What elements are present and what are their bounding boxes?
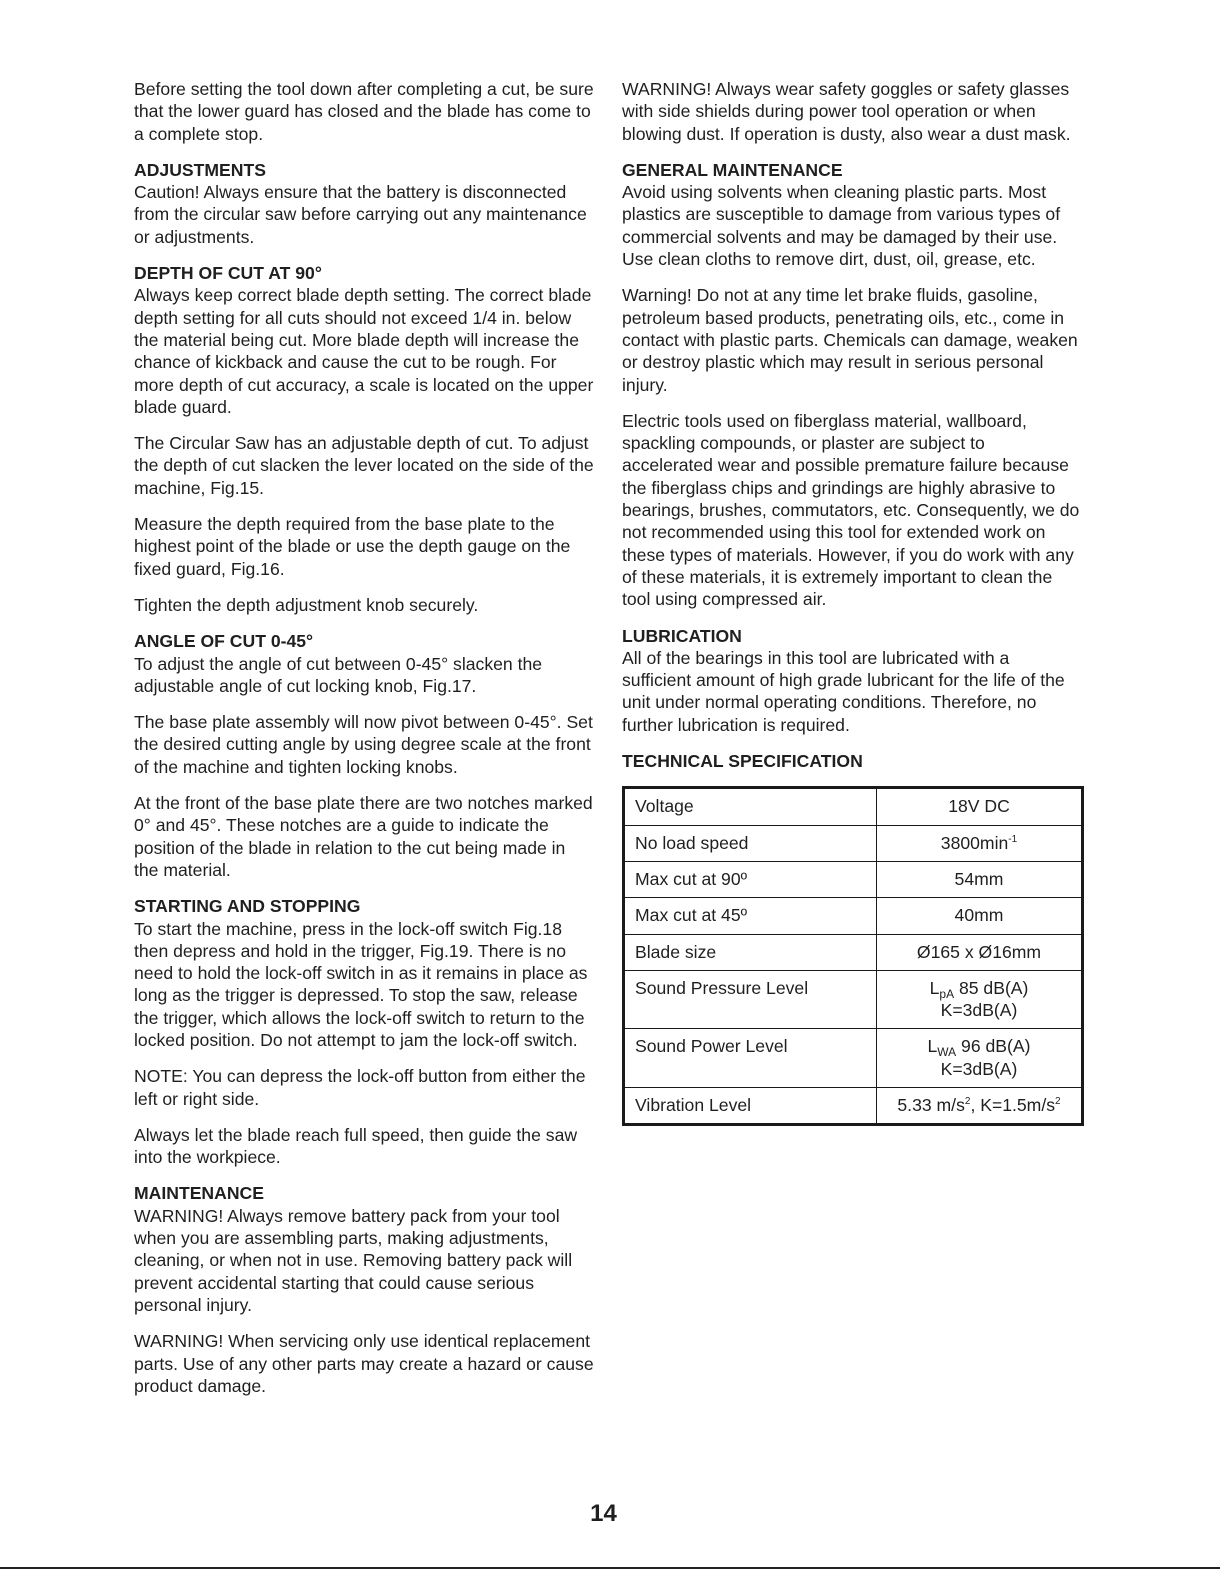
paragraph: Warning! Do not at any time let brake fluids, gasoline, petroleum based products, penetrating oils, etc., come in contact with plastic parts. Chemicals can damage, weaken or destroy plastic which may result in serious personal injury. [622,285,1078,395]
paragraph: WARNING! Always wear safety goggles or safety glasses with side shields during power tool operation or when blowing dust. If operation is dusty, also wear a dust mask. [622,79,1071,144]
spec-value [877,970,1083,1029]
section-heading: LUBRICATION [622,625,742,646]
spec-table [622,786,1084,1126]
section-safety-warning [622,78,1080,145]
left-column [134,78,594,1411]
superscript: 2 [964,1095,971,1107]
paragraph: The Circular Saw has an adjustable depth of cut. To adjust the depth of cut slacken the lever located on the side of the machine, Fig.15. [134,433,594,498]
spec-label: Voltage [624,788,877,825]
table-row [624,934,1083,970]
page-number: 14 [590,1500,617,1527]
section-adjustments [134,159,594,248]
paragraph: To start the machine, press in the lock-off switch Fig.18 then depress and hold in the trigger, Fig.19. There is no need to hold the lock-off switch in as it remains in place as long as the trigger is depressed. To stop the saw, release the trigger, which allows the lock-off switch to return to the locked position. Do not attempt to jam the lock-off switch. [134,918,588,1050]
spec-value [877,825,1083,861]
subscript: pA [939,986,955,1001]
section-intro [134,78,594,145]
paragraph: At the front of the base plate there are two notches marked 0° and 45°. These notches are a guide to indicate the position of the blade in relation to the cut being made in the material. [134,793,593,880]
spec-label: Sound Power Level [624,1029,877,1088]
table-row [624,861,1083,897]
paragraph: To adjust the angle of cut between 0-45° slacken the adjustable angle of cut locking knob, Fig.17. [134,653,543,696]
section-general-maintenance [622,159,1080,611]
value-text: 5.33 m/s [897,1094,965,1115]
spec-label: No load speed [624,825,877,861]
spec-label: Sound Pressure Level [624,970,877,1029]
spec-value: 18V DC [877,788,1083,825]
table-row [624,1087,1083,1124]
spec-label: Max cut at 90º [624,861,877,897]
subscript: WA [937,1045,957,1060]
spec-value: 40mm [877,898,1083,934]
table-row [624,825,1083,861]
symbol: L [929,977,940,998]
section-depth-of-cut [134,262,594,616]
section-maintenance [134,1182,594,1397]
spec-value [877,1087,1083,1124]
section-heading: STARTING AND STOPPING [134,896,361,917]
paragraph: Tighten the depth adjustment knob securely. [134,594,479,615]
spec-value [877,1029,1083,1088]
paragraph: The base plate assembly will now pivot between 0-45°. Set the desired cutting angle by using degree scale at the front of the machine and tighten locking knobs. [134,712,593,777]
section-angle-of-cut [134,630,594,881]
bottom-rule [0,1567,1220,1569]
symbol: L [927,1036,938,1057]
spec-value: Ø165 x Ø16mm [877,934,1083,970]
section-heading: MAINTENANCE [134,1183,264,1204]
spec-value: 54mm [877,861,1083,897]
section-heading: DEPTH OF CUT AT 90° [134,263,322,284]
spec-label: Blade size [624,934,877,970]
value-line2: K=3dB(A) [940,1058,1018,1079]
value-text: 96 dB(A) [956,1036,1031,1057]
section-lubrication [622,625,1080,736]
table-row [624,788,1083,825]
paragraph: Caution! Always ensure that the battery is disconnected from the circular saw before carrying out any maintenance or adjustments. [134,182,587,247]
paragraph: Measure the depth required from the base plate to the highest point of the blade or use the depth gauge on the fixed guard, Fig.16. [134,514,571,579]
paragraph: WARNING! When servicing only use identical replacement parts. Use of any other parts may create a hazard or cause product damage. [134,1331,594,1396]
spec-heading: TECHNICAL SPECIFICATION [622,751,863,772]
paragraph: Before setting the tool down after completing a cut, be sure that the lower guard has closed and the blade has come to a complete stop. [134,79,594,144]
paragraph: Always keep correct blade depth setting. The correct blade depth setting for all cuts should not exceed 1/4 in. below the material being cut. More blade depth will increase the chance of kickback and cause the cut to be rough. For more depth of cut accuracy, a scale is located on the upper blade guard. [134,285,594,417]
paragraph: Electric tools used on fiberglass material, wallboard, spackling compounds, or plaster are subject to accelerated wear and possible premature failure because the fiberglass chips and grindings are highly abrasive to bearings, brushes, commutators, etc. Consequently, we do not recommended using this tool for extended work on these types of materials. However, if you do work with any of these materials, it is extremely important to clean the tool using compressed air. [622,410,1080,610]
spec-label: Vibration Level [624,1087,877,1124]
value-text: 85 dB(A) [954,977,1029,998]
value-tail: , K=1.5m/s [970,1094,1056,1115]
paragraph: WARNING! Always remove battery pack from your tool when you are assembling parts, making adjustments, cleaning, or when not in use. Removing battery pack will prevent accidental starting that could cause serious personal injury. [134,1205,573,1315]
paragraph: Avoid using solvents when cleaning plastic parts. Most plastics are susceptible to damage from various types of commercial solvents and may be damaged by their use. Use clean cloths to remove dirt, dust, oil, grease, etc. [622,182,1061,270]
right-column [622,78,1080,1126]
table-row [624,1029,1083,1088]
paragraph: Always let the blade reach full speed, then guide the saw into the workpiece. [134,1124,578,1168]
table-row [624,970,1083,1029]
section-heading: GENERAL MAINTENANCE [622,159,843,180]
spec-label: Max cut at 45º [624,898,877,934]
section-heading: ADJUSTMENTS [134,159,266,180]
paragraph: NOTE: You can depress the lock-off button from either the left or right side. [134,1066,586,1109]
section-heading: ANGLE OF CUT 0-45° [134,631,314,652]
value-line2: K=3dB(A) [940,1000,1018,1021]
section-starting-stopping [134,895,594,1168]
paragraph: All of the bearings in this tool are lubricated with a sufficient amount of high grade lubricant for the life of the unit under normal operating conditions. Therefore, no further lubrication is required. [622,647,1065,735]
superscript: 2 [1055,1095,1061,1107]
table-row [624,898,1083,934]
superscript: -1 [1008,833,1018,845]
value-text: 3800min [940,832,1009,853]
